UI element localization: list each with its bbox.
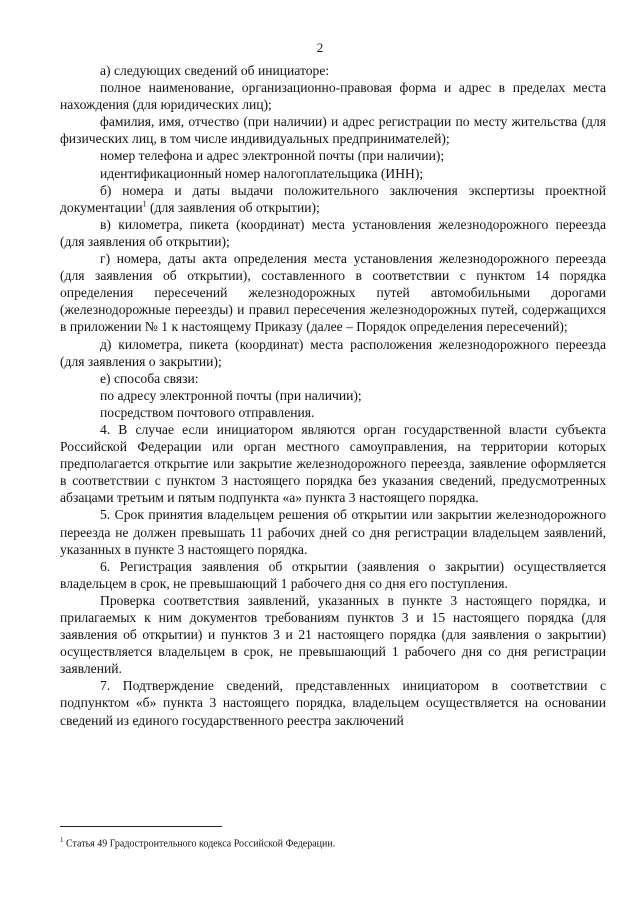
- footnote-divider: [60, 826, 222, 827]
- paragraph: идентификационный номер налогоплательщика (ИНН);: [100, 165, 424, 181]
- paragraph: 6. Регистрация заявления об открытии (заявления о закрытии) осуществляется владельцем в срок, не превышающий 1 рабочего дня со дня его поступления.: [60, 558, 606, 591]
- paragraph: д) километра, пикета (координат) места расположения железнодорожного переезда (для заявления о закрытии);: [60, 336, 606, 369]
- paragraph: фамилия, имя, отчество (при наличии) и адрес регистрации по месту жительства (для физических лиц, в том числе индивидуальных предпринимателей);: [60, 114, 606, 147]
- paragraph: 4. В случае если инициатором являются орган государственной власти субъекта Российской Федерации или орган местного самоуправления, на территории которых предполагается открытие или закрытие железнодорожного переезда, заявление оформляется в соответствии с пунктом 3 настоящего порядка без указания сведений, предусмотренных абзацами третьим и пятым подпункта «а» пункта 3 настоящего порядка.: [60, 421, 606, 506]
- paragraph: е) способа связи:: [100, 370, 199, 386]
- footnote-reference[interactable]: 1: [142, 199, 147, 209]
- document-body: [60, 62, 606, 729]
- paragraph: в) километра, пикета (координат) места установления железнодорожного переезда (для заявления об открытии);: [60, 216, 606, 249]
- paragraph: Проверка соответствия заявлений, указанных в пункте 3 настоящего порядка, и прилагаемых к ним документов требованиям пунктов 3 и 15 настоящего порядка (для заявления об открытии) и пунктов 3 и 21 настоящего порядка (для заявления о закрытии) осуществляется владельцем в срок, не превышающий 1 рабочего дня со дня регистрации заявлений.: [60, 592, 606, 677]
- paragraph-text: б) номера и даты выдачи положительного заключения экспертизы проектной документации: [60, 182, 606, 215]
- paragraph: 7. Подтверждение сведений, представленных инициатором в соответствии с подпунктом «б» пункта 3 настоящего порядка, владельцем осуществляется на основании сведений из единого государственного реестра заключений: [60, 678, 606, 728]
- paragraph: номер телефона и адрес электронной почты (при наличии);: [100, 148, 445, 164]
- paragraph: полное наименование, организационно-правовая форма и адрес в пределах места нахождения (для юридических лиц);: [60, 80, 606, 113]
- footnote-mark: 1: [60, 836, 64, 844]
- paragraph-with-footnote: [60, 182, 606, 216]
- paragraph: г) номера, даты акта определения места установления железнодорожного переезда (для заявления об открытии), составленного в соответствии с пунктом 14 порядка определения пересечений железнодорожных путей автомобильными дорогами (железнодорожные переезды) и правил пересечения железнодорожных путей, содержащихся в приложении № 1 к настоящему Приказу (далее – Порядок определения пересечений);: [60, 251, 606, 335]
- footnote: [60, 834, 606, 850]
- paragraph: 5. Срок принятия владельцем решения об открытии или закрытии железнодорожного переезда не должен превышать 11 рабочих дней со дня регистрации владельцем заявлений, указанных в пункте 3 настоящего порядка.: [60, 507, 606, 557]
- paragraph: а) следующих сведений об инициаторе:: [100, 63, 330, 78]
- footnote-text: Статья 49 Градостроительного кодекса Российской Федерации.: [63, 838, 336, 850]
- page-number: 2: [316, 40, 324, 55]
- paragraph-text: (для заявления об открытии);: [146, 199, 320, 215]
- paragraph: по адресу электронной почты (при наличии);: [100, 387, 362, 403]
- paragraph: посредством почтового отправления.: [100, 404, 315, 420]
